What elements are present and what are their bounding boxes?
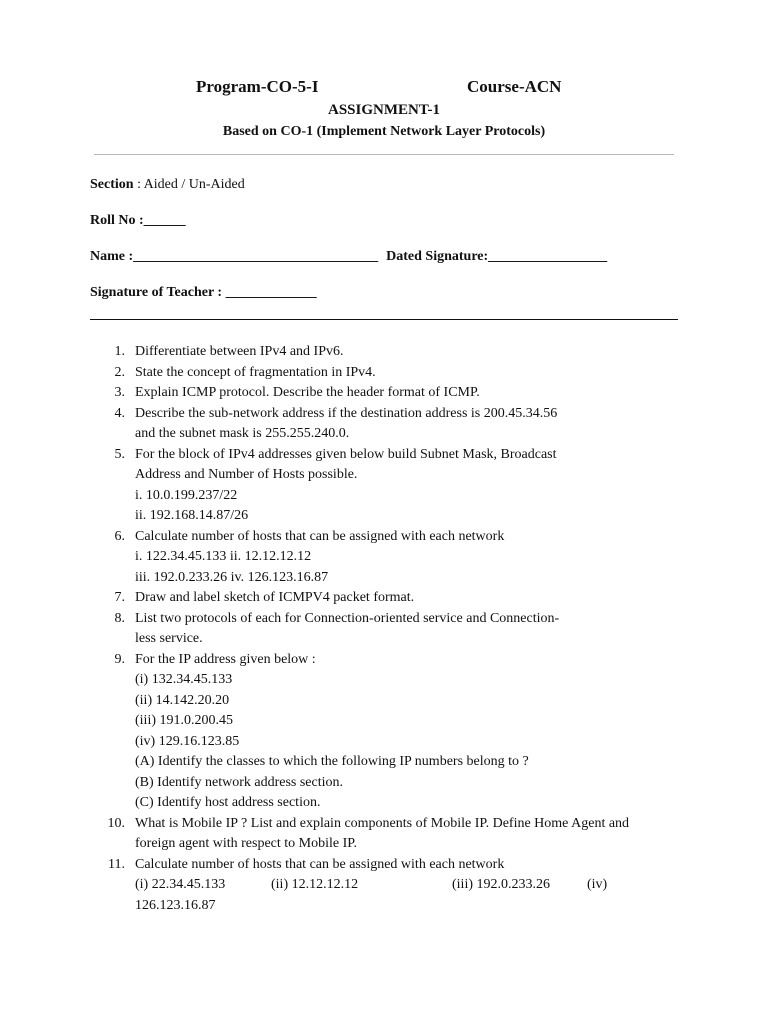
form-divider [90, 319, 678, 320]
question-item [90, 814, 690, 855]
question-item [90, 445, 690, 527]
question-address-row [135, 875, 690, 896]
question-subitem: (i) 132.34.45.133 [135, 672, 233, 687]
question-text: Explain ICMP protocol. Describe the header format of ICMP. [135, 385, 480, 400]
name-field [90, 249, 607, 265]
question-text: Describe the sub-network address if the destination address is 200.45.34.56 [135, 405, 558, 421]
question-subitem: (ii) 14.142.20.20 [135, 692, 230, 708]
question-number: 7. [114, 590, 125, 605]
question-item [90, 363, 690, 384]
question-subitem: iii. 192.0.233.26 iv. 126.123.16.87 [135, 569, 329, 585]
question-item [90, 650, 690, 814]
roll-no-label: Roll No :______ [90, 213, 186, 228]
question-text: less service. [135, 631, 203, 646]
question-text: State the concept of fragmentation in IPv4. [135, 364, 376, 380]
question-subitem: ii. 192.168.14.87/26 [135, 508, 249, 523]
question-number: 2. [114, 364, 125, 380]
section-label: Section [90, 177, 134, 192]
program-code: Program-CO-5-I [196, 77, 319, 96]
section-value: : Aided / Un-Aided [133, 177, 245, 192]
question-subitem: i. 122.34.45.133 ii. 12.12.12.12 [135, 549, 312, 564]
question-item [90, 404, 690, 445]
question-subitem: (iii) 192.0.233.26 [452, 877, 550, 892]
question-subitem: 126.123.16.87 [135, 897, 216, 913]
question-text: Address and Number of Hosts possible. [135, 467, 358, 482]
header-divider [94, 154, 674, 155]
roll-no-field [90, 213, 186, 229]
teacher-signature-label: Signature of Teacher : _____________ [90, 285, 317, 300]
question-number: 11. [108, 856, 125, 872]
question-subitem: (iii) 191.0.200.45 [135, 713, 233, 728]
assignment-basis: Based on CO-1 (Implement Network Layer Protocols) [222, 124, 546, 139]
course-code: Course-ACN [467, 77, 562, 96]
question-subitem: (ii) 12.12.12.12 [271, 877, 359, 892]
section-field [90, 177, 245, 193]
question-number: 10. [107, 815, 125, 831]
question-text: Calculate number of hosts that can be assigned with each network [135, 856, 505, 872]
question-item [90, 588, 690, 609]
question-number: 3. [114, 385, 125, 400]
question-item [90, 609, 690, 650]
question-text: For the IP address given below : [135, 651, 316, 667]
teacher-signature-field [90, 285, 317, 301]
question-subitem: (C) Identify host address section. [135, 795, 321, 810]
question-number: 6. [114, 528, 125, 544]
question-subitem: (B) Identify network address section. [135, 774, 343, 790]
assignment-title: ASSIGNMENT-1 [328, 102, 440, 118]
question-text: and the subnet mask is 255.255.240.0. [135, 426, 350, 441]
dated-signature-label: Dated Signature:_________________ [386, 249, 608, 264]
question-subitem: (iv) 129.16.123.85 [135, 733, 240, 749]
question-text: List two protocols of each for Connection-oriented service and Connection- [135, 610, 560, 626]
question-text: What is Mobile IP ? List and explain components of Mobile IP. Define Home Agent and [135, 815, 630, 831]
question-number: 4. [114, 405, 125, 421]
question-item [90, 383, 690, 404]
question-text: Differentiate between IPv4 and IPv6. [135, 344, 344, 359]
question-text: For the block of IPv4 addresses given below build Subnet Mask, Broadcast [135, 446, 557, 462]
question-item [90, 342, 690, 363]
question-number: 8. [114, 610, 125, 626]
question-text: foreign agent with respect to Mobile IP. [135, 836, 358, 851]
question-number: 1. [114, 344, 125, 359]
question-subitem: i. 10.0.199.237/22 [135, 487, 238, 503]
question-number: 5. [114, 446, 125, 462]
question-subitem: (A) Identify the classes to which the following IP numbers belong to ? [135, 754, 529, 769]
question-subitem: (i) 22.34.45.133 [135, 877, 226, 892]
question-text: Draw and label sketch of ICMPV4 packet format. [135, 590, 415, 605]
question-subitem: (iv) [587, 877, 608, 892]
question-text: Calculate number of hosts that can be assigned with each network [135, 528, 505, 544]
question-item [90, 855, 690, 917]
question-number: 9. [114, 651, 125, 667]
question-list [90, 342, 690, 916]
name-label: Name :___________________________________ [90, 249, 379, 264]
question-item [90, 527, 690, 589]
